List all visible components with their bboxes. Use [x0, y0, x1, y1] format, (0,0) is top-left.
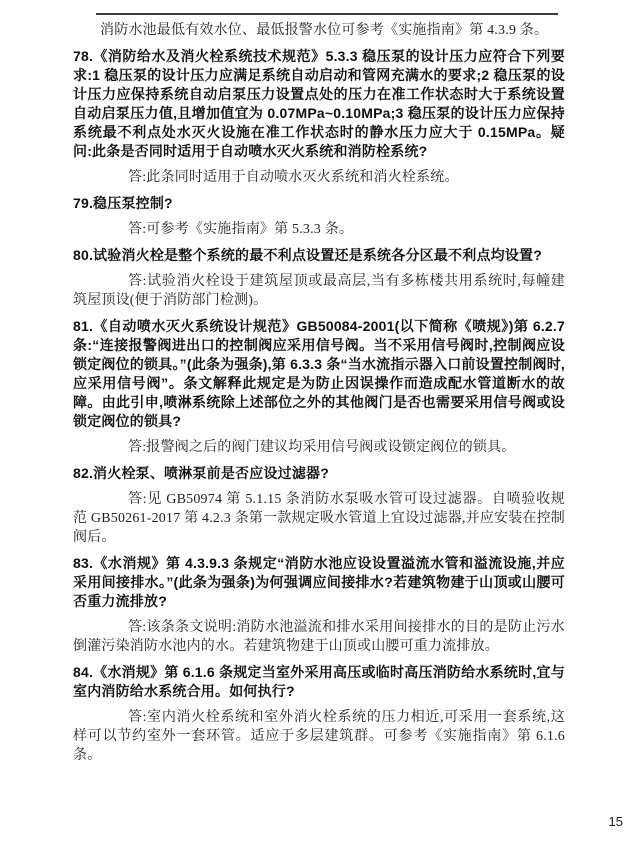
- question-80: 80.试验消火栓是整个系统的最不利点设置还是系统各分区最不利点均设置?: [73, 247, 543, 263]
- question-83: 83.《水消规》第 4.3.9.3 条规定“消防水池应设设置溢流水管和溢流设施,并应采用间接排水。”(此条为强条)为何强调应间接排水?若建筑物建于山顶或山腰可否重力流排放?: [73, 555, 565, 609]
- answer-80: 答:试验消火栓设于建筑屋顶或最高层,当有多栋楼共用系统时,每幢建筑屋顶设(便于消防部门检测)。: [73, 274, 565, 308]
- question-78: 78.《消防给水及消火栓系统技术规范》5.3.3 稳压泵的设计压力应符合下列要求:1 稳压泵的设计压力应满足系统自动启动和管网充满水的要求;2 稳压泵的设计压力应保持系统自动启泵压力设置点处的压力在准工作状态时大于系统设置自动启泵压力值,且增加值宜为 0.07MPa~0.10MPa;3 稳压泵的设计压力应保持系统最不利点处水灭火设施在准工作状态时的静水压力应大于 0.15MPa。疑问:此条是否同时适用于自动喷水灭火系统和消防栓系统?: [73, 48, 565, 159]
- answer-83: 答:该条条文说明:消防水池溢流和排水采用间接排水的目的是防止污水倒灌污染消防水池内的水。若建筑物建于山顶或山腰可重力流排放。: [73, 620, 565, 654]
- answer-81: 答:报警阀之后的阀门建议均采用信号阀或设锁定阀位的锁具。: [128, 440, 516, 455]
- question-84: 84.《水消规》第 6.1.6 条规定当室外采用高压或临时高压消防给水系统时,宜与室内消防给水系统合用。如何执行?: [73, 664, 565, 699]
- answer-82: 答:见 GB50974 第 5.1.15 条消防水泵吸水管可设过滤器。自喷验收规范 GB50261-2017 第 4.2.3 条第一款规定吸水管道上宜设过滤器,并应安装在控制阀后。: [73, 492, 566, 545]
- answer-84: 答:室内消火栓系统和室外消火栓系统的压力相近,可采用一套系统,这样可以节约室外一套环管。适应于多层建筑群。可参考《实施指南》第 6.1.6 条。: [73, 710, 565, 763]
- answer-79: 答:可参考《实施指南》第 5.3.3 条。: [128, 222, 354, 237]
- header-rule: [96, 13, 558, 15]
- answer-continuation: 消防水池最低有效水位、最低报警水位可参考《实施指南》第 4.3.9 条。: [100, 23, 549, 38]
- question-81: 81.《自动喷水灭火系统设计规范》GB50084-2001(以下简称《喷规》)第 6.2.7 条:“连接报警阀进出口的控制阀应采用信号阀。当不采用信号阀时,控制阀应设锁定阀位的锁具。”(此条为强条),第 6.3.3 条“当水流指示器入口前设置控制阀时,应采用信号阀”。条文解释此规定是为防止因误操作而造成配水管道断水的故障。由此引申,喷淋系统除上述部位之外的其他阀门是否也需要采用信号阀或设锁定阀位的锁具?: [73, 318, 565, 429]
- question-82: 82.消火栓泵、喷淋泵前是否应设过滤器?: [73, 465, 330, 481]
- question-79: 79.稳压泵控制?: [73, 195, 173, 211]
- answer-78: 答:此条同时适用于自动喷水灭火系统和消火栓系统。: [128, 170, 459, 185]
- page-number: 15: [608, 814, 623, 829]
- document-content: [73, 21, 565, 772]
